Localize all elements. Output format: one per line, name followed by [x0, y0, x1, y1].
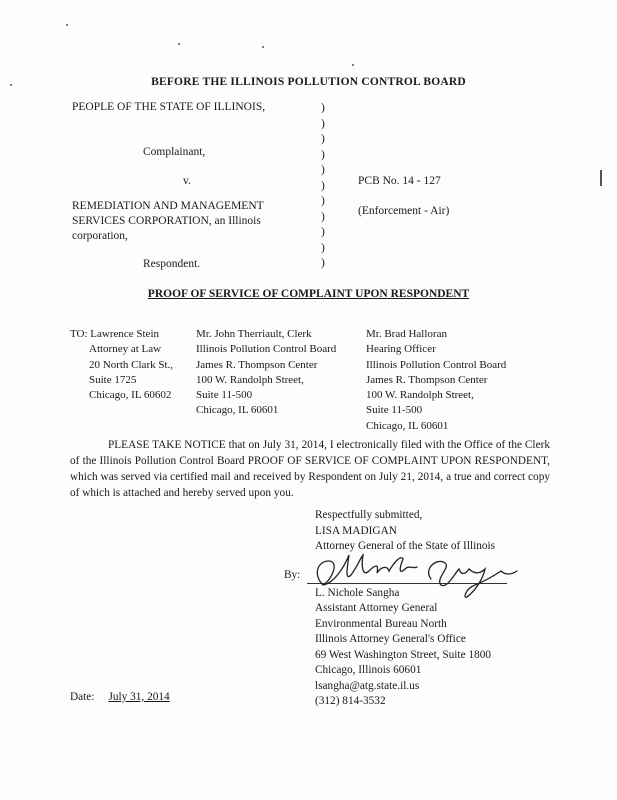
caption-paren: ) — [321, 257, 325, 269]
recipient-block-2 — [196, 327, 336, 419]
signer-email: lsangha@atg.state.il.us — [315, 679, 420, 692]
recipient-block-3 — [366, 327, 506, 434]
signature-block — [315, 508, 495, 710]
closing-text: Respectfully submitted, — [315, 509, 423, 521]
notice-paragraph: PLEASE TAKE NOTICE that on July 31, 2014, I electronically filed with the Office of the Clerk of the Illinois Pollution Control Board PROOF OF SERVICE OF COMPLAINT UPON RESPONDENT, which was served via certified mail and received by Respondent on July 21, 2014, a true and correct copy of which is attached and hereby served upon you. — [70, 439, 550, 499]
caption-paren: ) — [321, 195, 325, 207]
caption-paren: ) — [321, 226, 325, 238]
date-value: July 31, 2014 — [108, 691, 170, 703]
signer-name: L. Nichole Sangha — [315, 586, 400, 599]
caption-complainant-label: Complainant, — [143, 146, 206, 158]
handwritten-signature-icon — [305, 545, 525, 605]
caption-paren: ) — [321, 179, 325, 192]
caption-defendant-line2: SERVICES CORPORATION, an Illinois — [72, 215, 261, 227]
case-number: PCB No. 14 - 127 — [358, 175, 441, 187]
caption-paren-column — [321, 101, 331, 272]
caption-paren: ) — [321, 102, 325, 114]
to-label: TO: — [70, 328, 88, 340]
recipient-line: 20 North Clark St., — [89, 358, 174, 371]
caption-versus: v. — [183, 175, 191, 187]
recipient-line: Illinois Pollution Control Board — [196, 343, 337, 356]
recipient-line: 100 W. Randolph Street, — [196, 373, 304, 386]
office-city: Chicago, Illinois 60601 — [315, 664, 422, 676]
proof-of-service-title: PROOF OF SERVICE OF COMPLAINT UPON RESPONDENT — [147, 288, 470, 300]
recipient-block-1 — [70, 327, 173, 403]
recipient-line: Chicago, IL 60602 — [89, 389, 172, 402]
caption-paren: ) — [321, 117, 325, 130]
caption-paren: ) — [321, 133, 325, 145]
caption-paren: ) — [321, 210, 325, 223]
recipient-line: Illinois Pollution Control Board — [366, 358, 507, 371]
recipient-line: James R. Thompson Center — [196, 358, 318, 371]
caption-defendant-line3: corporation, — [72, 230, 128, 242]
case-type: (Enforcement - Air) — [358, 205, 450, 217]
scan-speck — [178, 43, 180, 45]
recipient-line: Suite 11-500 — [196, 389, 253, 402]
bureau-name: Environmental Bureau North — [315, 617, 447, 630]
recipient-line: Attorney at Law — [89, 343, 162, 356]
recipient-line: Suite 1725 — [89, 373, 137, 386]
recipient-line: Mr. John Therriault, Clerk — [196, 328, 312, 340]
caption-plaintiff: PEOPLE OF THE STATE OF ILLINOIS, — [72, 101, 266, 113]
signer-title: Assistant Attorney General — [315, 602, 438, 614]
recipient-line: Chicago, IL 60601 — [366, 419, 449, 432]
scan-speck — [66, 24, 68, 26]
caption-paren: ) — [321, 148, 325, 161]
scan-speck — [352, 64, 354, 66]
recipient-line: Hearing Officer — [366, 343, 436, 356]
date-line — [70, 691, 170, 703]
recipient-line: James R. Thompson Center — [366, 373, 488, 386]
recipient-line: Suite 11-500 — [366, 404, 423, 417]
scan-speck — [262, 46, 264, 48]
attorney-general-title: Attorney General of the State of Illinois — [315, 540, 496, 552]
recipient-line: 100 W. Randolph Street, — [366, 389, 474, 402]
by-label: By: — [284, 569, 301, 581]
attorney-general-name: LISA MADIGAN — [315, 524, 397, 537]
recipient-line: Chicago, IL 60601 — [196, 404, 279, 417]
caption-respondent-label: Respondent. — [143, 258, 201, 270]
caption-paren: ) — [321, 241, 325, 254]
date-label: Date: — [70, 691, 95, 703]
recipient-line: Lawrence Stein — [90, 328, 159, 340]
recipient-line: Mr. Brad Halloran — [366, 328, 447, 340]
office-name: Illinois Attorney General's Office — [315, 633, 466, 645]
office-street: 69 West Washington Street, Suite 1800 — [315, 648, 491, 661]
caption-defendant-line1: REMEDIATION AND MANAGEMENT — [72, 200, 264, 212]
caption-paren: ) — [321, 164, 325, 176]
scan-speck — [600, 170, 602, 186]
board-title: BEFORE THE ILLINOIS POLLUTION CONTROL BOARD — [151, 76, 466, 88]
signer-phone: (312) 814-3532 — [315, 695, 386, 707]
